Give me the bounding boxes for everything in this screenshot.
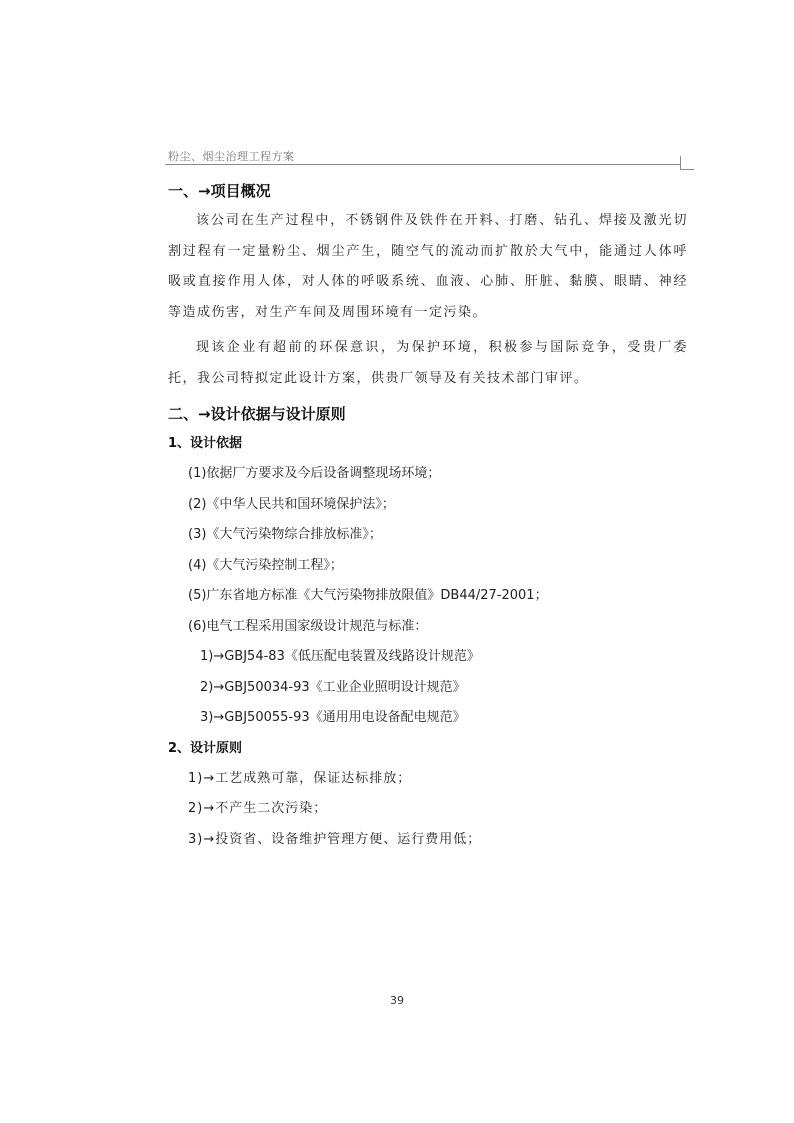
basis-item: (5)广东省地方标准《大气污染物排放限值》DB44/27-2001； [188, 588, 548, 603]
basis-item: (2)《中华人民共和国环境保护法》； [188, 496, 395, 512]
section-heading-design: 二、→设计依据与设计原则 [168, 405, 346, 423]
principle-item: 2)→不产生二次污染； [188, 801, 328, 816]
page-content [168, 176, 688, 855]
standard-subitem: 2)→GBJ50034-93《工业企业照明设计规范》 [200, 679, 466, 695]
principle-item: 3)→投资省、设备维护管理方便、运行费用低； [188, 831, 482, 847]
subheading-design-basis: 1、设计依据 [168, 436, 243, 451]
running-header: 粉尘、烟尘治理工程方案 [168, 150, 295, 163]
subheading-design-principles: 2、设计原则 [168, 740, 243, 756]
basis-item: (1)依据厂方要求及今后设备调整现场环境； [188, 466, 441, 481]
basis-item: (3)《大气污染物综合排放标准》； [188, 527, 382, 542]
basis-item: (4)《大气污染控制工程》； [188, 557, 343, 573]
header-corner-mark [680, 156, 681, 169]
section-heading-overview: 一、→项目概况 [168, 182, 271, 200]
basis-item: (6)电气工程采用国家级设计规范与标准： [188, 618, 428, 634]
header-corner-mark-tail [680, 169, 694, 170]
principle-item: 1)→工艺成熟可靠，保证达标排放； [188, 770, 412, 786]
standard-subitem: 1)→GBJ54-83《低压配电装置及线路设计规范》 [200, 649, 480, 664]
overview-paragraph-2: 现该企业有超前的环保意识，为保护环境，积极参与国际竞争，受贵厂委托，我公司特拟定此设计方案，供贵厂领导及有关技术部门审评。 [168, 340, 688, 386]
page-number: 39 [390, 994, 404, 1007]
standard-subitem: 3)→GBJ50055-93《通用用电设备配电规范》 [200, 710, 466, 725]
header-rule [165, 164, 680, 165]
overview-paragraph-1: 该公司在生产过程中，不锈钢件及铁件在开料、打磨、钻孔、焊接及激光切割过程有一定量粉尘、烟尘产生，随空气的流动而扩散於大气中，能通过人体呼吸或直接作用人体，对人体的呼吸系统、血液、心肺、肝脏、黏膜、眼睛、神经等造成伤害，对生产车间及周围环境有一定污染。 [168, 213, 688, 320]
